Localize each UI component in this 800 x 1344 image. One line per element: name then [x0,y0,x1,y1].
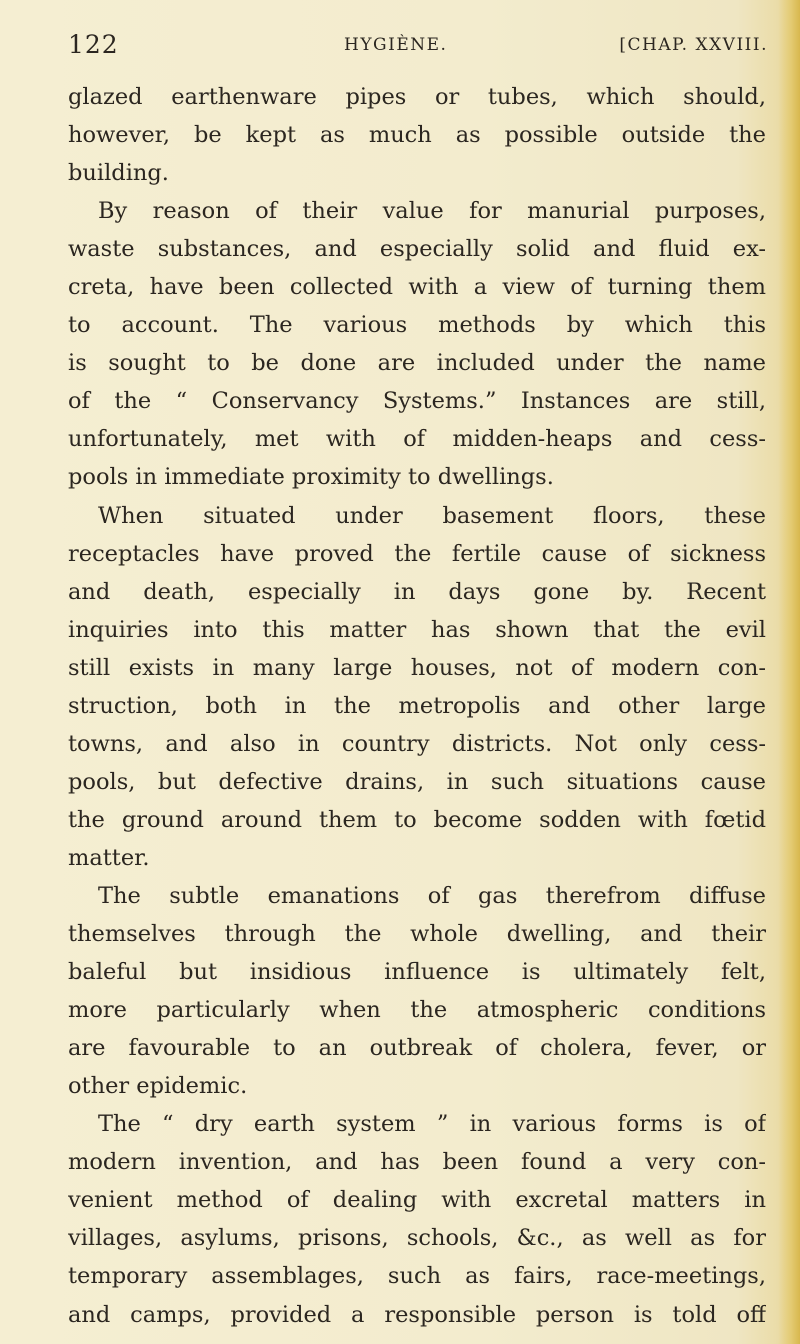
text-line: towns, and also in country districts. Not only cess- [68,730,766,757]
page-edge [778,0,800,1344]
page-header [68,30,768,64]
text-line: are favourable to an outbreak of cholera, fever, or [68,1035,766,1062]
text-line: pools in immediate proximity to dwellings. [68,464,554,491]
text-line: to account. The various methods by which this [68,312,766,339]
text-line: themselves through the whole dwelling, and their [68,921,766,948]
text-line: The “ dry earth system ” in various forms is of [98,1111,766,1138]
text-line: the ground around them to become sodden with fœtid [68,806,766,833]
text-line: glazed earthenware pipes or tubes, which should, [68,84,766,110]
text-line: By reason of their value for manurial purposes, [98,198,766,225]
running-title: HYGIÈNE. [344,35,448,55]
text-line: baleful but insidious influence is ultimately felt, [68,959,766,986]
text-line: inquiries into this matter has shown that the evil [68,616,766,643]
text-line: matter. [68,844,150,871]
text-line: villages, asylums, prisons, schools, &c., as well as for [68,1225,766,1252]
text-line: more particularly when the atmospheric conditions [68,997,766,1024]
text-line: waste substances, and especially solid and fluid ex- [68,236,766,263]
text-line: creta, have been collected with a view of turning them [68,274,766,301]
text-line: unfortunately, met with of midden-heaps and cess- [68,426,766,453]
text-line: building. [68,160,169,187]
text-line: modern invention, and has been found a very con- [68,1149,766,1176]
text-line: and death, especially in days gone by. Recent [68,578,766,605]
text-line: pools, but defective drains, in such situations cause [68,768,766,795]
text-line: When situated under basement floors, these [98,502,766,529]
text-line: venient method of dealing with excretal matters in [68,1187,766,1214]
text-line: of the “ Conservancy Systems.” Instances are still, [68,388,766,415]
text-line: temporary assemblages, such as fairs, race-meetings, [68,1263,766,1290]
text-line: and camps, provided a responsible person is told off [68,1301,766,1328]
text-line: however, be kept as much as possible outside the [68,122,766,149]
text-line: other epidemic. [68,1073,248,1100]
page-number: 122 [68,30,119,59]
body-text [68,78,766,1334]
text-line: The subtle emanations of gas therefrom diffuse [98,882,766,909]
text-line: struction, both in the metropolis and other large [68,692,766,719]
text-line: still exists in many large houses, not of modern con- [68,654,766,681]
chapter-heading: [CHAP. XXVIII. [619,35,768,55]
text-line: receptacles have proved the fertile cause of sickness [68,540,766,567]
text-line: is sought to be done are included under the name [68,350,766,377]
